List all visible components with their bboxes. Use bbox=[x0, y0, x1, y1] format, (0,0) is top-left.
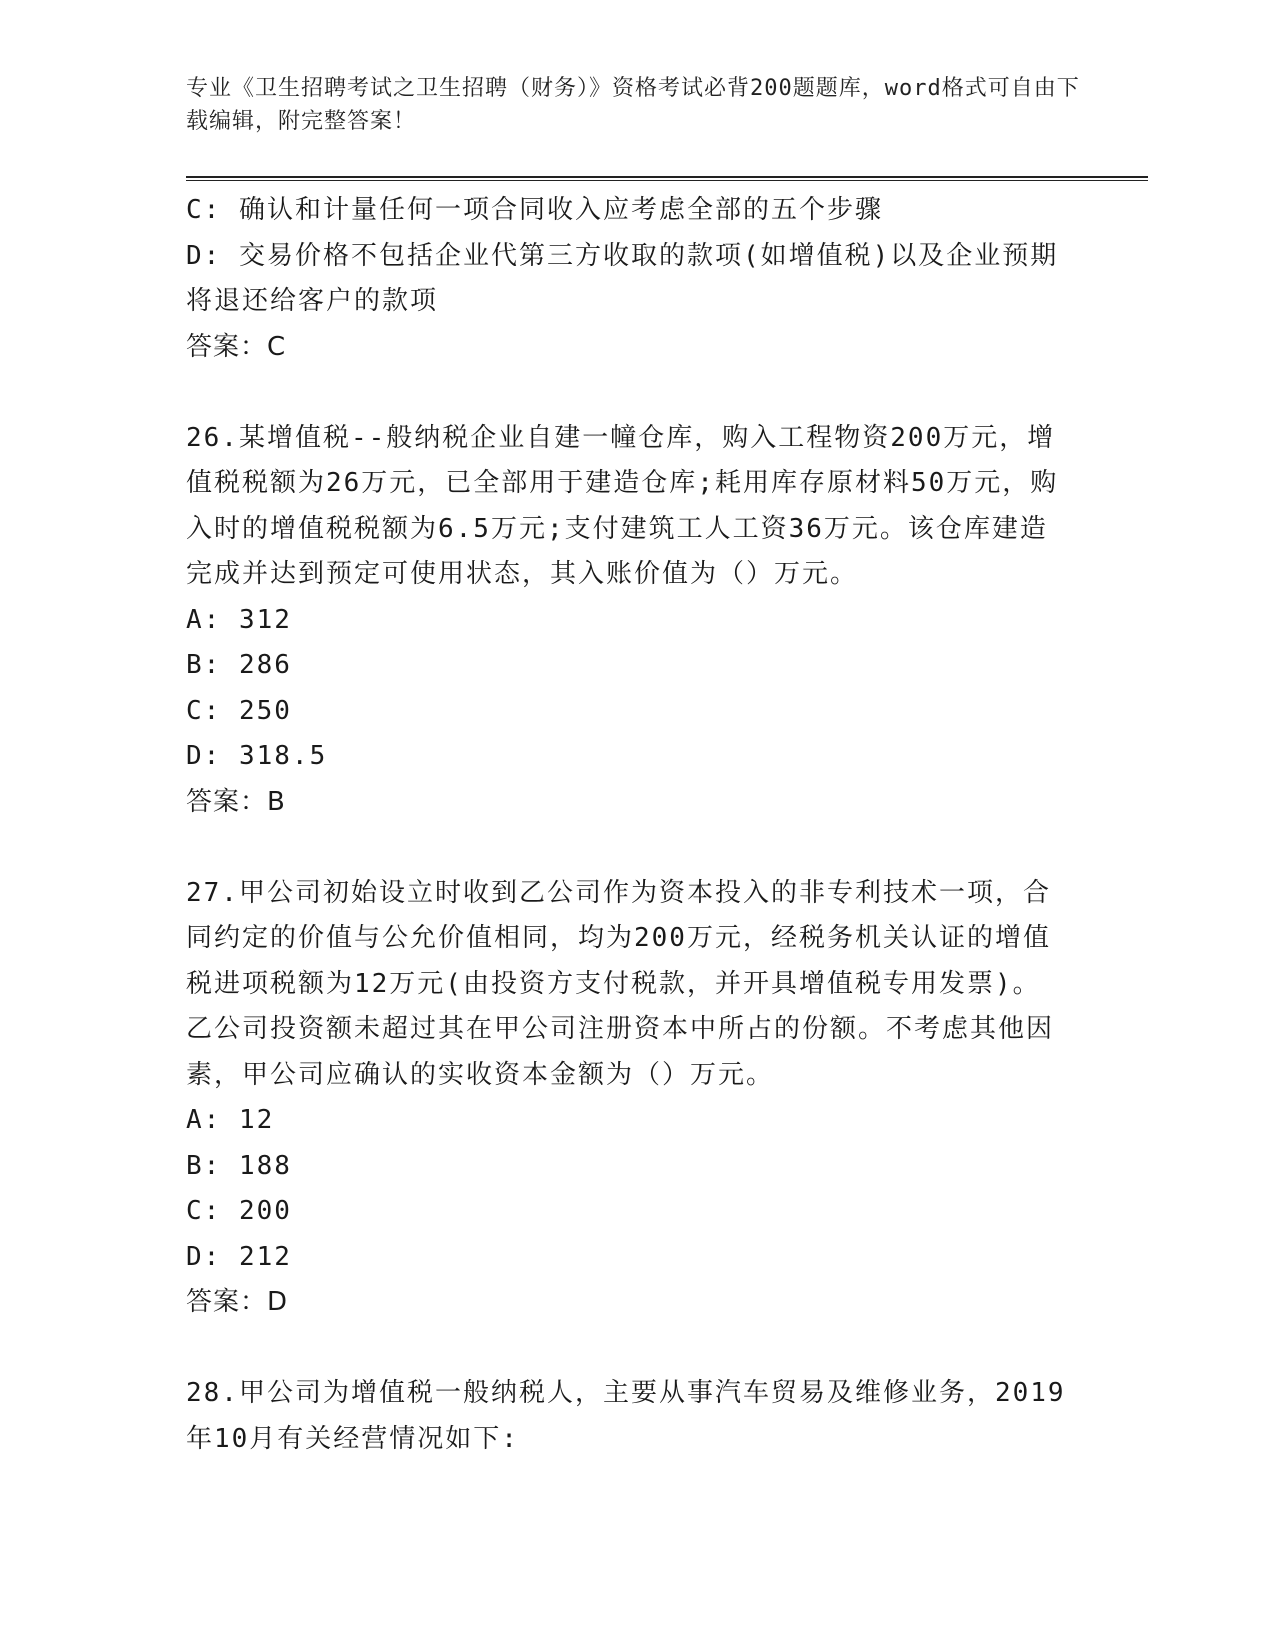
question-stem: 27.甲公司初始设立时收到乙公司作为资本投入的非专利技术一项，合同约定的价值与公允价值相同，均为200万元，经税务机关认证的增值税进项税额为12万元(由投资方支付税款，并开具增值税专用发票)。乙公司投资额未超过其在甲公司注册资本中所占的份额。不考虑其他因素，甲公司应确认的实收资本金额为（）万元。 bbox=[186, 877, 1055, 1090]
spacer bbox=[186, 370, 1066, 416]
question-28 bbox=[186, 1371, 1066, 1462]
question-27 bbox=[186, 871, 1066, 1326]
option-d: D: 212 bbox=[186, 1241, 292, 1272]
header-text: 专业《卫生招聘考试之卫生招聘（财务）》资格考试必背200题题库，word格式可自由下载编辑，附完整答案！ bbox=[186, 76, 1080, 134]
spacer bbox=[186, 1326, 1066, 1372]
option-c: C: 200 bbox=[186, 1196, 292, 1226]
option-c: C: 确认和计量任何一项合同收入应考虑全部的五个步骤 bbox=[186, 195, 883, 225]
option-b: B: 188 bbox=[186, 1150, 292, 1181]
option-d: D: 318.5 bbox=[186, 741, 328, 771]
option-a: A: 312 bbox=[186, 604, 292, 635]
option-c: C: 250 bbox=[186, 695, 292, 726]
header-divider bbox=[186, 176, 1148, 181]
question-stem: 28.甲公司为增值税一般纳税人，主要从事汽车贸易及维修业务，2019年10月有关经营情况如下: bbox=[186, 1378, 1066, 1454]
document-header bbox=[186, 72, 1086, 138]
question-stem: 26.某增值税--般纳税企业自建一幢仓库，购入工程物资200万元，增值税税额为26万元，已全部用于建造仓库;耗用库存原材料50万元，购入时的增值税税额为6.5万元;支付建筑工人工资36万元。该仓库建造完成并达到预定可使用状态，其入账价值为（）万元。 bbox=[186, 422, 1059, 589]
question-content bbox=[186, 188, 1066, 1462]
question-26 bbox=[186, 416, 1066, 826]
option-d: D: 交易价格不包括企业代第三方收取的款项(如增值税)以及企业预期将退还给客户的款项 bbox=[186, 240, 1059, 316]
option-a: A: 12 bbox=[186, 1105, 275, 1135]
prev-question-tail bbox=[186, 188, 1066, 370]
answer-line: 答案：C bbox=[186, 331, 287, 362]
spacer bbox=[186, 825, 1066, 871]
option-b: B: 286 bbox=[186, 650, 292, 680]
answer-line: 答案：B bbox=[186, 786, 286, 817]
answer-line: 答案：D bbox=[186, 1287, 289, 1317]
